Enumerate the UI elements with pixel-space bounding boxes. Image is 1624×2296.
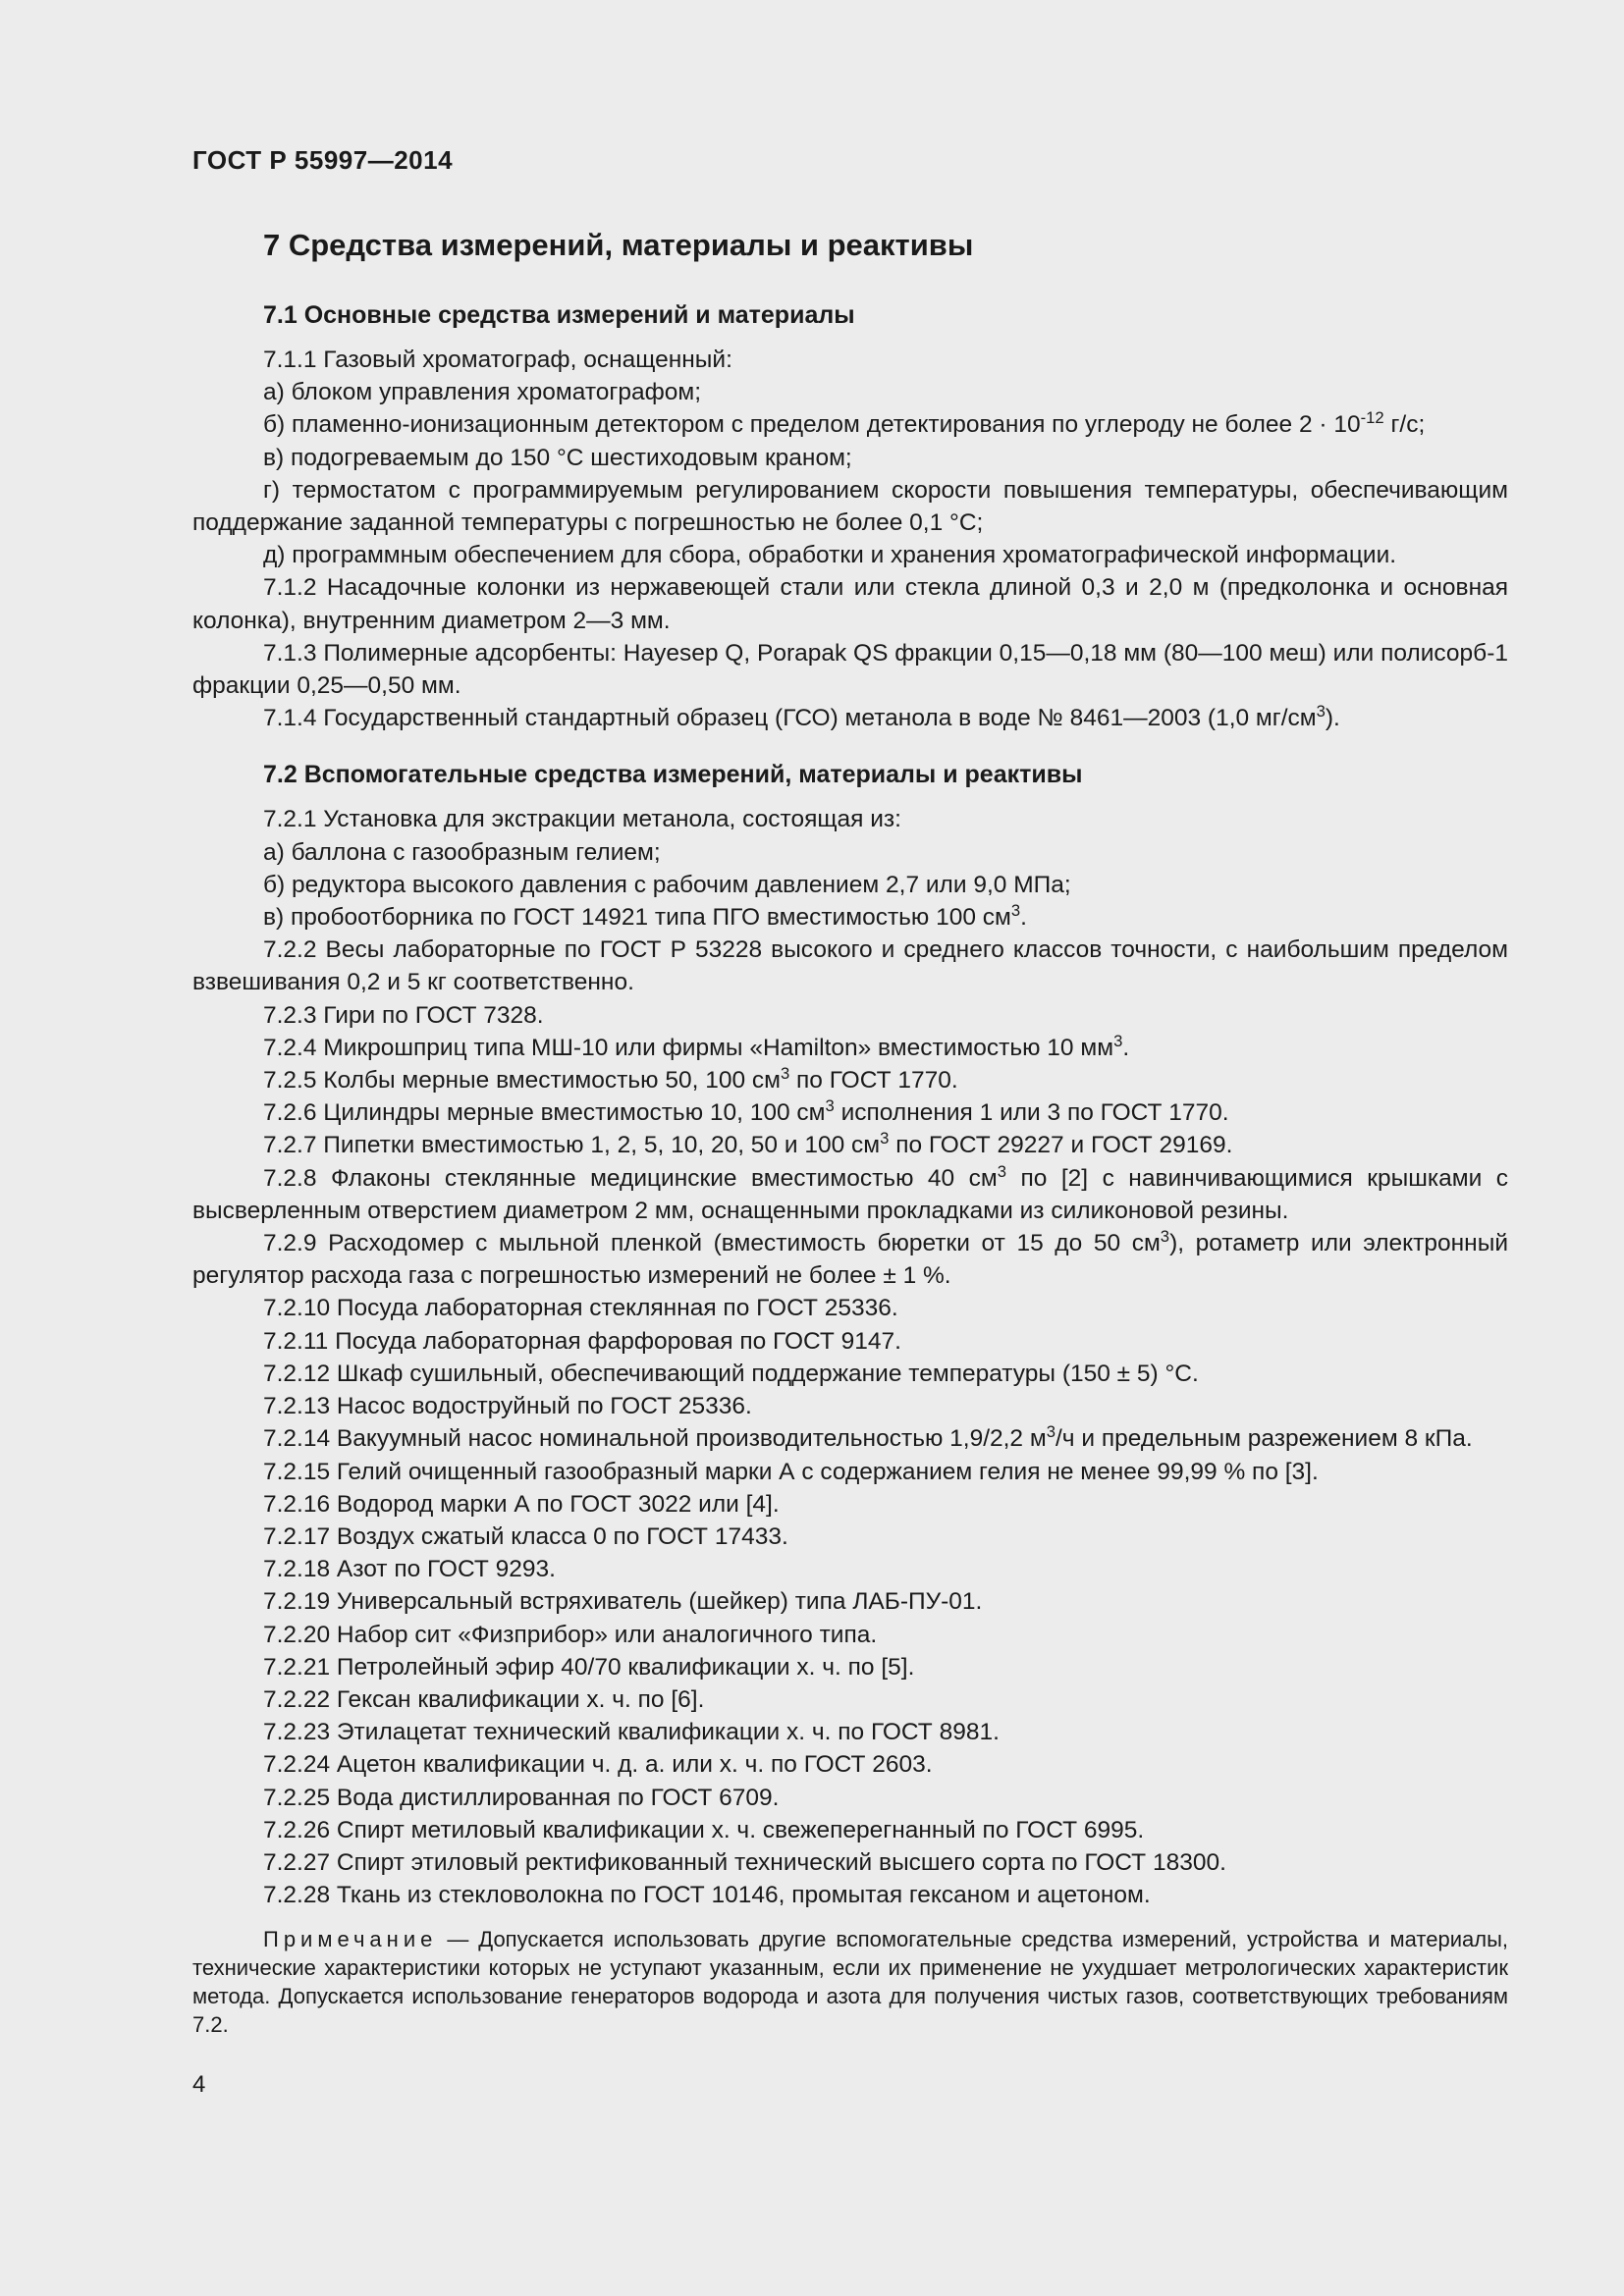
superscript: 3 [1316,702,1326,721]
clause-7-2-paragraph: 7.2.15 Гелий очищенный газообразный марки А с содержанием гелия не менее 99,99 % по [3]. [263,1458,1319,1485]
superscript: 3 [1046,1422,1056,1442]
subsection-7-1-list [192,344,1508,734]
clause-7-2-paragraph: 7.2.10 Посуда лабораторная стеклянная по ГОСТ 25336. [263,1295,898,1322]
subsection-7-2-list [192,803,1508,1911]
clause-7-2-paragraph: 7.2.12 Шкаф сушильный, обеспечивающий поддержание температуры (150 ± 5) °С. [263,1360,1199,1387]
clause-7-2-paragraph: 7.2.19 Универсальный встряхиватель (шейкер) типа ЛАБ-ПУ-01. [263,1588,983,1616]
clause-7-2-paragraph: 7.2.17 Воздух сжатый класса 0 по ГОСТ 17433. [263,1522,788,1550]
clause-7-2-paragraph: 7.2.9 Расходомер с мыльной пленкой (вместимость бюретки от 15 до 50 $см^3$), ротаметр или электронный регулятор расхода газа с погрешностью измерений не более ± 1 %. [192,1226,1509,1290]
content [192,224,1508,2039]
superscript: 3 [997,1161,1007,1181]
clause-7-2-paragraph: 7.2.20 Набор сит «Физприбор» или аналогичного типа. [263,1621,878,1648]
superscript: 3 [1160,1226,1170,1246]
document-header: ГОСТ Р 55997—2014 [192,145,454,175]
clause-7-1-paragraph: а) блоком управления хроматографом; [263,379,702,406]
clause-7-1-paragraph: г) термостатом с программируемым регулированием скорости повышения температуры, обеспечивающим поддержание заданной температуры с погрешностью не более 0,1 °С; [192,476,1508,537]
clause-7-1-paragraph: 7.1.4 Государственный стандартный образец (ГСО) метанола в воде № 8461—2003 (1,0 $мг/см^3$). [263,702,1340,732]
clause-7-2-paragraph: 7.2.18 Азот по ГОСТ 9293. [263,1556,556,1583]
page-number: 4 [192,2071,206,2098]
clause-7-2-paragraph: 7.2.14 Вакуумный насос номинальной производительностью 1,9/2,2 $м^3/ч$ и предельным разрежением 8 кПа. [263,1422,1473,1453]
subsection-title-7-1: 7.1 Основные средства измерений и материалы [263,301,855,329]
clause-7-2-paragraph: 7.2.21 Петролейный эфир 40/70 квалификации х. ч. по [5]. [263,1653,915,1681]
clause-7-2-paragraph: 7.2.8 Флаконы стеклянные медицинские вместимостью 40 $см^3$ по [2] с навинчивающимися крышками с высверленным отверстием диаметром 2 мм, оснащенными прокладками из силиконовой резины. [192,1161,1508,1224]
clause-7-2-paragraph: 7.2.23 Этилацетат технический квалификации х. ч. по ГОСТ 8981. [263,1719,1000,1746]
clause-7-2-paragraph: в) пробоотборника по ГОСТ 14921 типа ПГО вместимостью 100 $см^3$. [263,900,1027,932]
clause-7-1-paragraph: д) программным обеспечением для сбора, обработки и хранения хроматографической информации. [263,542,1397,569]
clause-7-2-paragraph: 7.2.7 Пипетки вместимостью 1, 2, 5, 10, 20, 50 и 100 $см^3$ по ГОСТ 29227 и ГОСТ 29169. [263,1129,1233,1159]
clause-7-2-paragraph: 7.2.4 Микрошприц типа МШ-10 или фирмы «Hamilton» вместимостью 10 $мм^3$. [263,1031,1130,1061]
clause-7-2-paragraph: 7.2.3 Гири по ГОСТ 7328. [263,1001,544,1029]
clause-7-2-paragraph: 7.2.22 Гексан квалификации х. ч. по [6]. [263,1685,705,1713]
clause-7-1-paragraph: б) пламенно-ионизационным детектором с пределом детектирования по углероду не более $2 \cdot 10^{-12}$ г/с; [263,408,1426,439]
clause-7-1-paragraph: 7.1.1 Газовый хроматограф, оснащенный: [263,347,732,373]
note [192,1925,1508,2039]
clause-7-2-paragraph: 7.2.5 Колбы мерные вместимостью 50, 100 $см^3$ по ГОСТ 1770. [263,1063,958,1095]
clause-7-2-paragraph: 7.2.6 Цилиндры мерные вместимостью 10, 100 $см^3$ исполнения 1 или 3 по ГОСТ 1770. [263,1096,1229,1127]
clause-7-2-paragraph: 7.2.25 Вода дистиллированная по ГОСТ 6709. [263,1784,780,1811]
clause-7-2-paragraph: б) редуктора высокого давления с рабочим давлением 2,7 или 9,0 МПа; [263,871,1071,898]
note-label: Примечание [263,1927,438,1952]
superscript: -12 [1360,408,1384,428]
subsection-title-7-2: 7.2 Вспомогательные средства измерений, материалы и реактивы [263,761,1083,789]
section-title: 7 Средства измерений, материалы и реактивы [263,228,974,262]
clause-7-2-paragraph: 7.2.13 Насос водоструйный по ГОСТ 25336. [263,1393,752,1420]
clause-7-1-paragraph: 7.1.2 Насадочные колонки из нержавеющей стали или стекла длиной 0,3 и 2,0 м (предколонка и основная колонка), внутренним диаметром 2—3 мм. [192,574,1508,634]
clause-7-2-paragraph: 7.2.27 Спирт этиловый ректификованный технический высшего сорта по ГОСТ 18300. [263,1848,1226,1876]
superscript: 3 [780,1063,790,1083]
clause-7-2-paragraph: 7.2.1 Установка для экстракции метанола, состоящая из: [263,806,901,833]
clause-7-2-paragraph: 7.2.28 Ткань из стекловолокна по ГОСТ 10146, промытая гексаном и ацетоном. [263,1882,1151,1909]
clause-7-2-paragraph: 7.2.16 Водород марки А по ГОСТ 3022 или [4]. [263,1490,780,1518]
note-text: — Допускается использовать другие вспомогательные средства измерений, устройства и материалы, технические характеристики которых не уступают указанным, если их применение не ухудшает метрологических характеристик метода. Допускается использование генераторов водорода и азота для получения чистых газов, соответствующих требованиям 7.2. [192,1927,1508,2038]
clause-7-2-paragraph: а) баллона с газообразным гелием; [263,838,661,866]
superscript: 3 [825,1096,835,1116]
clause-7-2-paragraph: 7.2.26 Спирт метиловый квалификации х. ч. свежеперегнанный по ГОСТ 6995. [263,1816,1145,1843]
clause-7-2-paragraph: 7.2.2 Весы лабораторные по ГОСТ Р 53228 высокого и среднего классов точности, с наибольшим пределом взвешивания 0,2 и 5 кг соответственно. [192,936,1508,996]
superscript: 3 [1113,1031,1123,1050]
clause-7-1-paragraph: 7.1.3 Полимерные адсорбенты: Hayesep Q, Porapak QS фракции 0,15—0,18 мм (80—100 меш) или полисорб-1 фракции 0,25—0,50 мм. [192,639,1508,700]
clause-7-2-paragraph: 7.2.11 Посуда лабораторная фарфоровая по ГОСТ 9147. [263,1327,901,1355]
clause-7-1-paragraph: в) подогреваемым до 150 °С шестиходовым краном; [263,444,852,471]
superscript: 3 [880,1129,890,1148]
clause-7-2-paragraph: 7.2.24 Ацетон квалификации ч. д. а. или х. ч. по ГОСТ 2603. [263,1751,933,1779]
superscript: 3 [1010,900,1021,920]
